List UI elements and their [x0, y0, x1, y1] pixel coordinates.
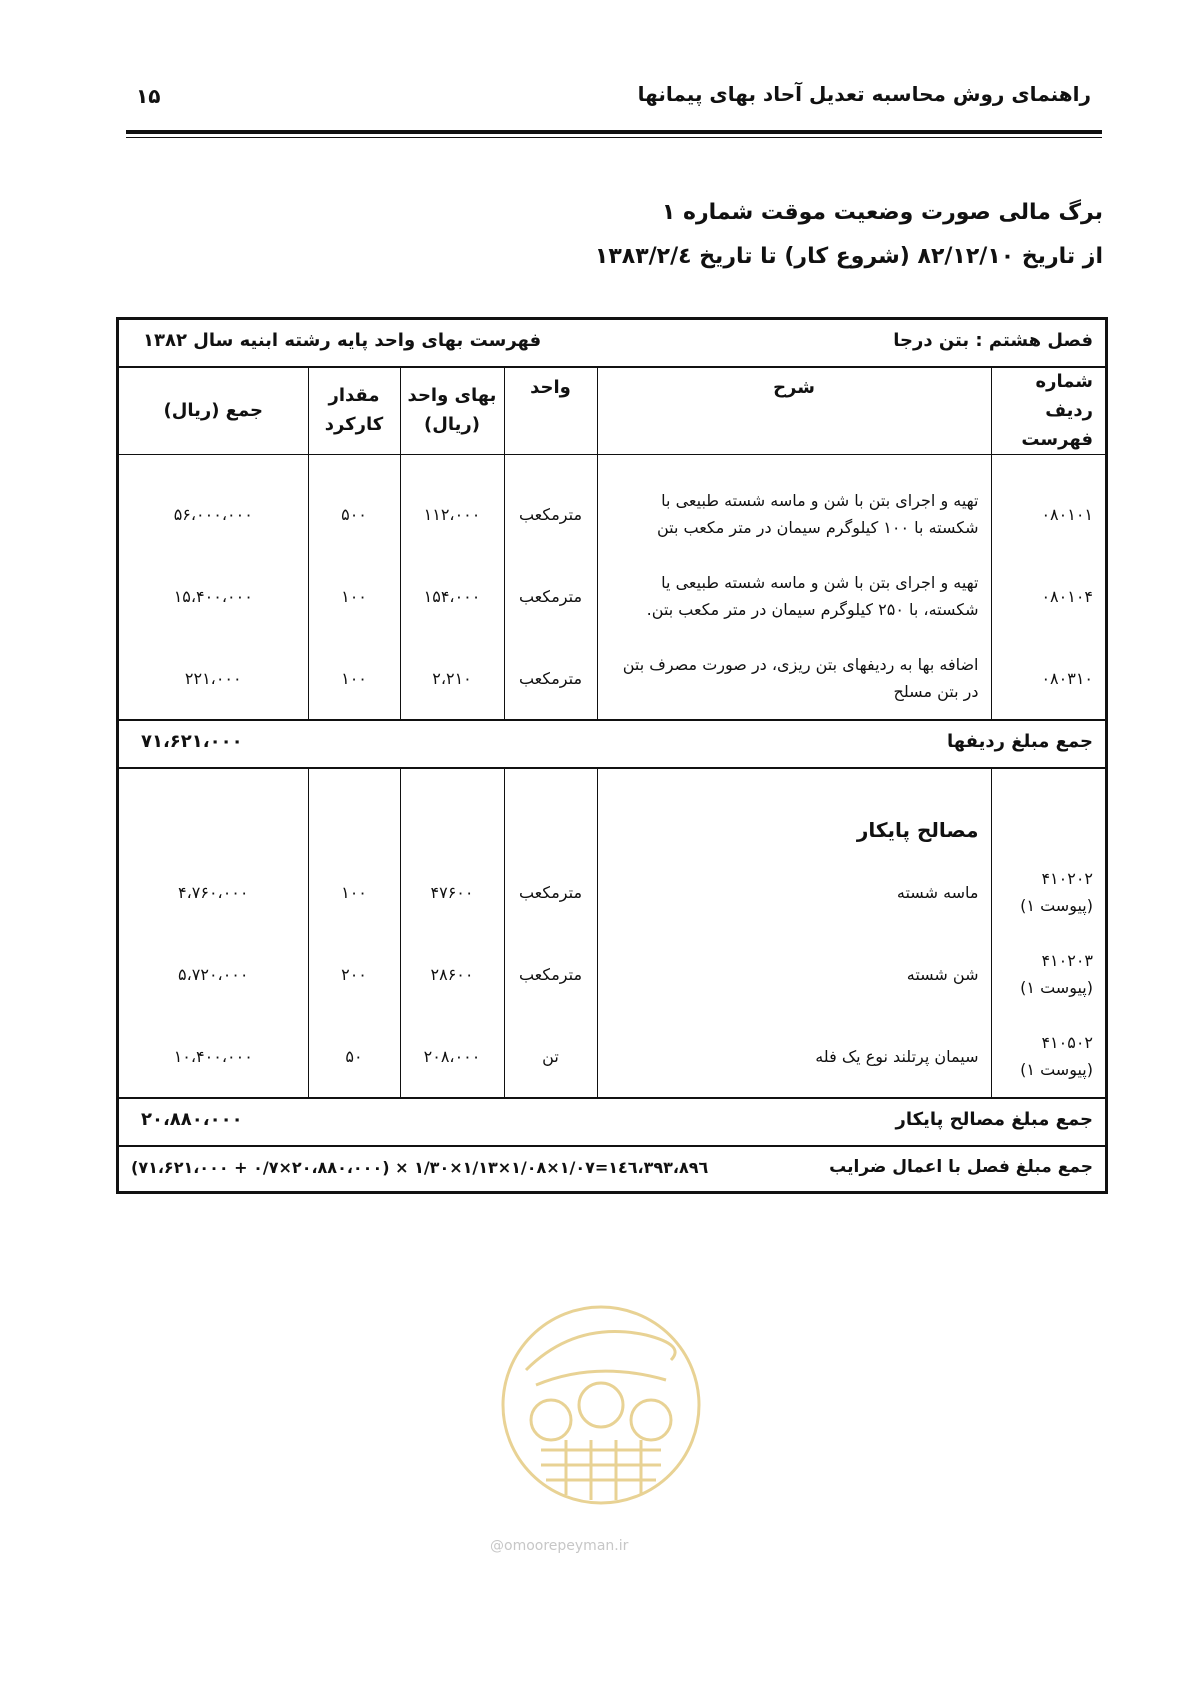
row-total: ۱۵،۴۰۰،۰۰۰ [173, 586, 253, 606]
table-row [119, 1015, 1105, 1097]
column-header-code: شماره ردیف فهرست [991, 368, 1105, 455]
row-unit: مترمکعب [504, 851, 597, 933]
final-total-formula: (۷۱،۶۲۱،۰۰۰ + ۰/۷×۲۰،۸۸۰،۰۰۰) × ۱/۳۰×۱/۱۳×۱/۰۸×۱/۰۷=۱٤٦،۳۹۳،۸۹٦ [131, 1158, 709, 1178]
row-code: ۰۸۰۳۱۰ [991, 637, 1105, 719]
materials-section [119, 769, 1105, 1099]
table-row [119, 933, 1105, 1015]
final-total-label: جمع مبلغ فصل با اعمال ضرایب [829, 1157, 1093, 1178]
row-unit-price: ۲۰۸،۰۰۰ [400, 1015, 504, 1097]
row-code-annex: (پیوست ۱) [1020, 1060, 1093, 1080]
spacer-row [119, 455, 1105, 474]
row-unit: مترمکعب [504, 933, 597, 1015]
table-row [119, 555, 1105, 637]
header-rule-thin [126, 137, 1102, 138]
row-quantity: ۱۰۰ [308, 637, 400, 719]
chapter-title: فصل هشتم : بتن درجا [893, 330, 1093, 351]
document-heading: برگ مالی صورت وضعیت موقت شماره ۱ [661, 200, 1103, 225]
concrete-section [119, 368, 1105, 721]
watermark-seal-logo [496, 1300, 706, 1510]
row-code-number: ۴۱۰۲۰۳ [1041, 951, 1093, 971]
concrete-total-row [119, 721, 1105, 769]
column-header-row [119, 368, 1105, 455]
materials-total-value: ۲۰،۸۸۰،۰۰۰ [141, 1109, 243, 1131]
concrete-total-value: ۷۱،۶۲۱،۰۰۰ [141, 731, 243, 753]
table-title-row [119, 320, 1105, 368]
row-quantity: ۱۰۰ [308, 555, 400, 637]
row-code: ۰۸۰۱۰۴ [991, 555, 1105, 637]
row-description: تهیه و اجرای بتن با شن و ماسه شسته طبیعی یا شکسته، با ۲۵۰ کیلوگرم سیمان در متر مکعب بتن. [597, 555, 991, 637]
row-unit: تن [504, 1015, 597, 1097]
column-header-total: جمع (ریال) [119, 368, 308, 455]
final-total-row [119, 1147, 1105, 1191]
row-quantity: ۲۰۰ [308, 933, 400, 1015]
row-unit: مترمکعب [504, 473, 597, 555]
row-code-number: ۴۱۰۲۰۲ [1041, 869, 1093, 889]
row-description: تهیه و اجرای بتن با شن و ماسه شسته طبیعی با شکسته با ۱۰۰ کیلوگرم سیمان در متر مکعب بتن [597, 473, 991, 555]
materials-grid [119, 769, 1105, 1097]
row-code: ۰۸۰۱۰۱ [991, 473, 1105, 555]
concrete-total-label: جمع مبلغ ردیفها [947, 731, 1093, 753]
table-row [119, 473, 1105, 555]
column-header-unit: واحد [504, 368, 597, 455]
materials-total-row [119, 1099, 1105, 1147]
row-total: ۱۰،۴۰۰،۰۰۰ [173, 1046, 253, 1066]
table-row [119, 637, 1105, 719]
materials-total-label: جمع مبلغ مصالح پایکار [895, 1109, 1093, 1131]
column-header-quantity: مقدار کارکرد [308, 368, 400, 455]
row-code [991, 1015, 1105, 1097]
row-unit: مترمکعب [504, 555, 597, 637]
row-total: ۵،۷۲۰،۰۰۰ [178, 964, 249, 984]
row-code-annex: (پیوست ۱) [1020, 896, 1093, 916]
row-quantity: ۱۰۰ [308, 851, 400, 933]
row-description: شن شسته [597, 933, 991, 1015]
page-number: ۱۵ [136, 84, 161, 108]
header-rule-thick [126, 130, 1102, 134]
column-header-description: شرح [597, 368, 991, 455]
watermark-caption: @omoorepeyman.ir [490, 1538, 629, 1554]
materials-title-row [119, 769, 1105, 851]
row-unit-price: ۱۱۲،۰۰۰ [400, 473, 504, 555]
row-unit-price: ۲۸۶۰۰ [400, 933, 504, 1015]
row-unit: مترمکعب [504, 637, 597, 719]
row-code [991, 851, 1105, 933]
row-code-annex: (پیوست ۱) [1020, 978, 1093, 998]
row-code-number: ۴۱۰۵۰۲ [1041, 1033, 1093, 1053]
document-subheading: از تاریخ ۸۲/۱۲/۱۰ (شروع کار) تا تاریخ ۱۳۸۳/۲/٤ [594, 244, 1103, 269]
row-quantity: ۵۰۰ [308, 473, 400, 555]
row-unit-price: ۲،۲۱۰ [400, 637, 504, 719]
column-header-unit-price: بهای واحد (ریال) [400, 368, 504, 455]
concrete-grid [119, 368, 1105, 719]
row-description: اضافه بها به ردیفهای بتن ریزی، در صورت مصرف بتن در بتن مسلح [597, 637, 991, 719]
table-row [119, 851, 1105, 933]
row-unit-price: ۱۵۴،۰۰۰ [400, 555, 504, 637]
row-quantity: ۵۰ [308, 1015, 400, 1097]
row-description: سیمان پرتلند نوع یک فله [597, 1015, 991, 1097]
price-list-title: فهرست بهای واحد پایه رشته ابنیه سال ۱۳۸۲ [143, 330, 542, 351]
page-header [0, 0, 1191, 140]
materials-title: مصالح پایکار [597, 769, 991, 851]
row-total: ۵۶،۰۰۰،۰۰۰ [173, 504, 253, 524]
row-total: ۲۲۱،۰۰۰ [184, 668, 242, 688]
financial-sheet-table [116, 317, 1108, 1194]
book-title: راهنمای روش محاسبه تعدیل آحاد بهای پیمانها [637, 82, 1091, 106]
row-description: ماسه شسته [597, 851, 991, 933]
row-unit-price: ۴۷۶۰۰ [400, 851, 504, 933]
row-code [991, 933, 1105, 1015]
row-total: ۴،۷۶۰،۰۰۰ [178, 882, 249, 902]
